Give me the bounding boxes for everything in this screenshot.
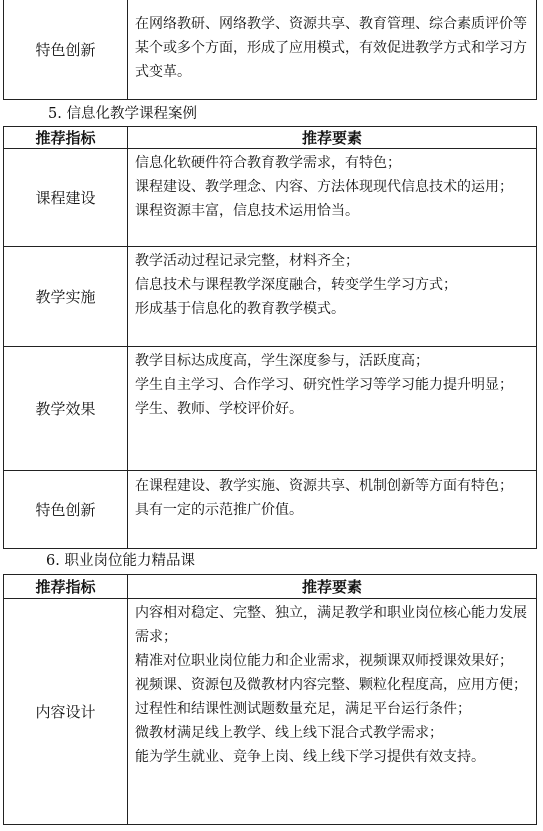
element-cell — [128, 247, 537, 347]
table-row — [4, 0, 537, 100]
header-elements: 推荐要素 — [128, 575, 537, 599]
table-row — [4, 347, 537, 471]
indicator-cell: 特色创新 — [4, 471, 128, 549]
element-line: 课程建设、教学理念、内容、方法体现现代信息技术的运用； — [135, 179, 513, 195]
element-cell — [128, 0, 537, 100]
table-row — [4, 471, 537, 549]
element-line: 学生自主学习、合作学习、研究性学习等学习能力提升明显； — [135, 377, 513, 393]
element-line: 精准对位职业岗位能力和企业需求，视频课双师授课效果好； — [135, 653, 513, 669]
element-cell — [128, 347, 537, 471]
table-section-6 — [3, 574, 537, 825]
element-line: 学生、教师、学校评价好。 — [135, 401, 303, 417]
element-line: 内容相对稳定、完整、独立，满足教学和职业岗位核心能力发展需求； — [135, 605, 527, 645]
indicator-cell: 教学效果 — [4, 347, 128, 471]
element-line: 信息化软硬件符合教育教学需求，有特色； — [135, 155, 401, 171]
section-title: 6. 职业岗位能力精品课 — [46, 553, 195, 569]
element-line: 具有一定的示范推广价值。 — [135, 502, 303, 518]
element-line: 能为学生就业、竞争上岗、线上线下学习提供有效支持。 — [135, 749, 485, 765]
element-line: 信息技术与课程教学深度融合，转变学生学习方式； — [135, 277, 457, 293]
element-line: 教学目标达成度高，学生深度参与，活跃度高； — [135, 353, 429, 369]
indicator-cell: 内容设计 — [4, 599, 128, 825]
element-line: 形成基于信息化的教育教学模式。 — [135, 301, 345, 317]
header-elements: 推荐要素 — [128, 127, 537, 149]
element-line: 视频课、资源包及微教材内容完整、颗粒化程度高，应用方便； — [135, 677, 527, 693]
table-header-row — [4, 127, 537, 149]
table-row — [4, 149, 537, 247]
indicator-cell: 课程建设 — [4, 149, 128, 247]
indicator-cell: 特色创新 — [4, 0, 128, 100]
element-line: 在课程建设、教学实施、资源共享、机制创新等方面有特色； — [135, 478, 513, 494]
element-cell — [128, 471, 537, 549]
table-header-row — [4, 575, 537, 599]
element-line: 微教材满足线上教学、线上线下混合式教学需求； — [135, 725, 443, 741]
element-cell — [128, 599, 537, 825]
table-row — [4, 599, 537, 825]
element-line: 教学活动过程记录完整，材料齐全； — [135, 253, 359, 269]
header-indicator: 推荐指标 — [4, 127, 128, 149]
element-line: 过程性和结课性测试题数量充足，满足平台运行条件； — [135, 701, 471, 717]
table-previous-section — [3, 0, 537, 100]
element-line: 在网络教研、网络教学、资源共享、教育管理、综合素质评价等某个或多个方面，形成了应用模式，有效促进教学方式和学习方式变革。 — [135, 16, 527, 80]
indicator-cell: 教学实施 — [4, 247, 128, 347]
table-row — [4, 247, 537, 347]
element-line: 课程资源丰富，信息技术运用恰当。 — [135, 203, 359, 219]
section-title: 5. 信息化教学课程案例 — [48, 106, 197, 122]
element-cell — [128, 149, 537, 247]
header-indicator: 推荐指标 — [4, 575, 128, 599]
table-section-5 — [3, 126, 537, 549]
